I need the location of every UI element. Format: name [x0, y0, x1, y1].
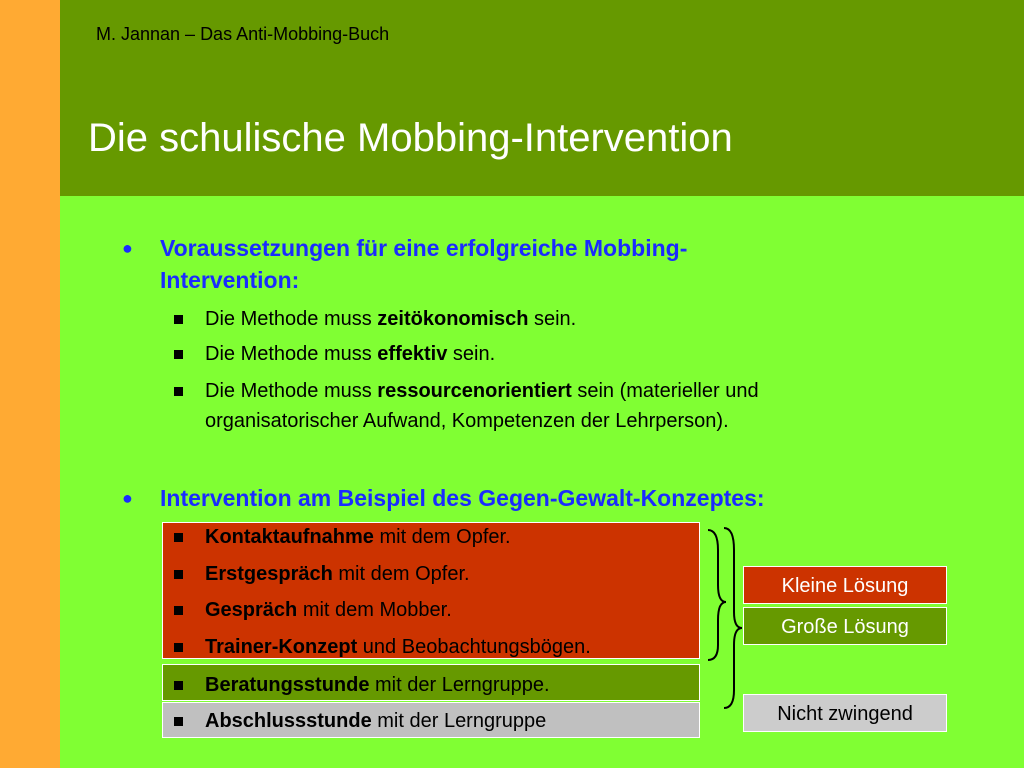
square-bullet-icon — [174, 717, 183, 726]
optional-label: Nicht zwingend — [743, 694, 947, 732]
square-bullet-icon — [174, 643, 183, 652]
section2-heading — [122, 482, 765, 514]
section2-item: Erstgespräch mit dem Opfer. — [205, 559, 470, 589]
section1-item-line2: organisatorischer Aufwand, Kompetenzen der Lehrperson). — [205, 410, 729, 432]
square-bullet-icon — [174, 570, 183, 579]
section1-heading — [122, 232, 688, 296]
section2-item: Gespräch mit dem Mobber. — [205, 595, 452, 625]
square-bullet-icon — [174, 606, 183, 615]
slide-subtitle: M. Jannan – Das Anti-Mobbing-Buch — [96, 24, 390, 44]
square-bullet-icon — [174, 315, 183, 324]
square-bullet-icon — [174, 681, 183, 690]
left-accent-stripe — [0, 0, 60, 768]
large-solution-label: Große Lösung — [743, 607, 947, 645]
square-bullet-icon — [174, 387, 183, 396]
section2-item: Trainer-Konzept und Beobachtungsbögen. — [205, 632, 591, 662]
section1-item: Die Methode muss ressourcenorientiert sein (materieller und organisatorischer Aufwand, Kompetenzen der Lehrperson). — [205, 376, 759, 436]
section2-item: Abschlussstunde mit der Lerngruppe — [205, 706, 546, 736]
small-solution-label: Kleine Lösung — [743, 566, 947, 604]
section1-heading-line2: Intervention: — [160, 267, 300, 293]
bullet-dot-icon: ● — [122, 238, 133, 258]
section1-item: Die Methode muss zeitökonomisch sein. — [205, 304, 576, 334]
section2-item: Kontaktaufnahme mit dem Opfer. — [205, 522, 511, 552]
section1-heading-line1: Voraussetzungen für eine erfolgreiche Mobbing- — [160, 235, 688, 261]
section1-item: Die Methode muss effektiv sein. — [205, 339, 495, 369]
section2-item: Beratungsstunde mit der Lerngruppe. — [205, 670, 550, 700]
slide-title: Die schulische Mobbing-Intervention — [88, 116, 733, 160]
section2-heading-text: Intervention am Beispiel des Gegen-Gewalt-Konzeptes: — [160, 485, 765, 511]
square-bullet-icon — [174, 533, 183, 542]
square-bullet-icon — [174, 350, 183, 359]
bullet-dot-icon: ● — [122, 488, 133, 508]
